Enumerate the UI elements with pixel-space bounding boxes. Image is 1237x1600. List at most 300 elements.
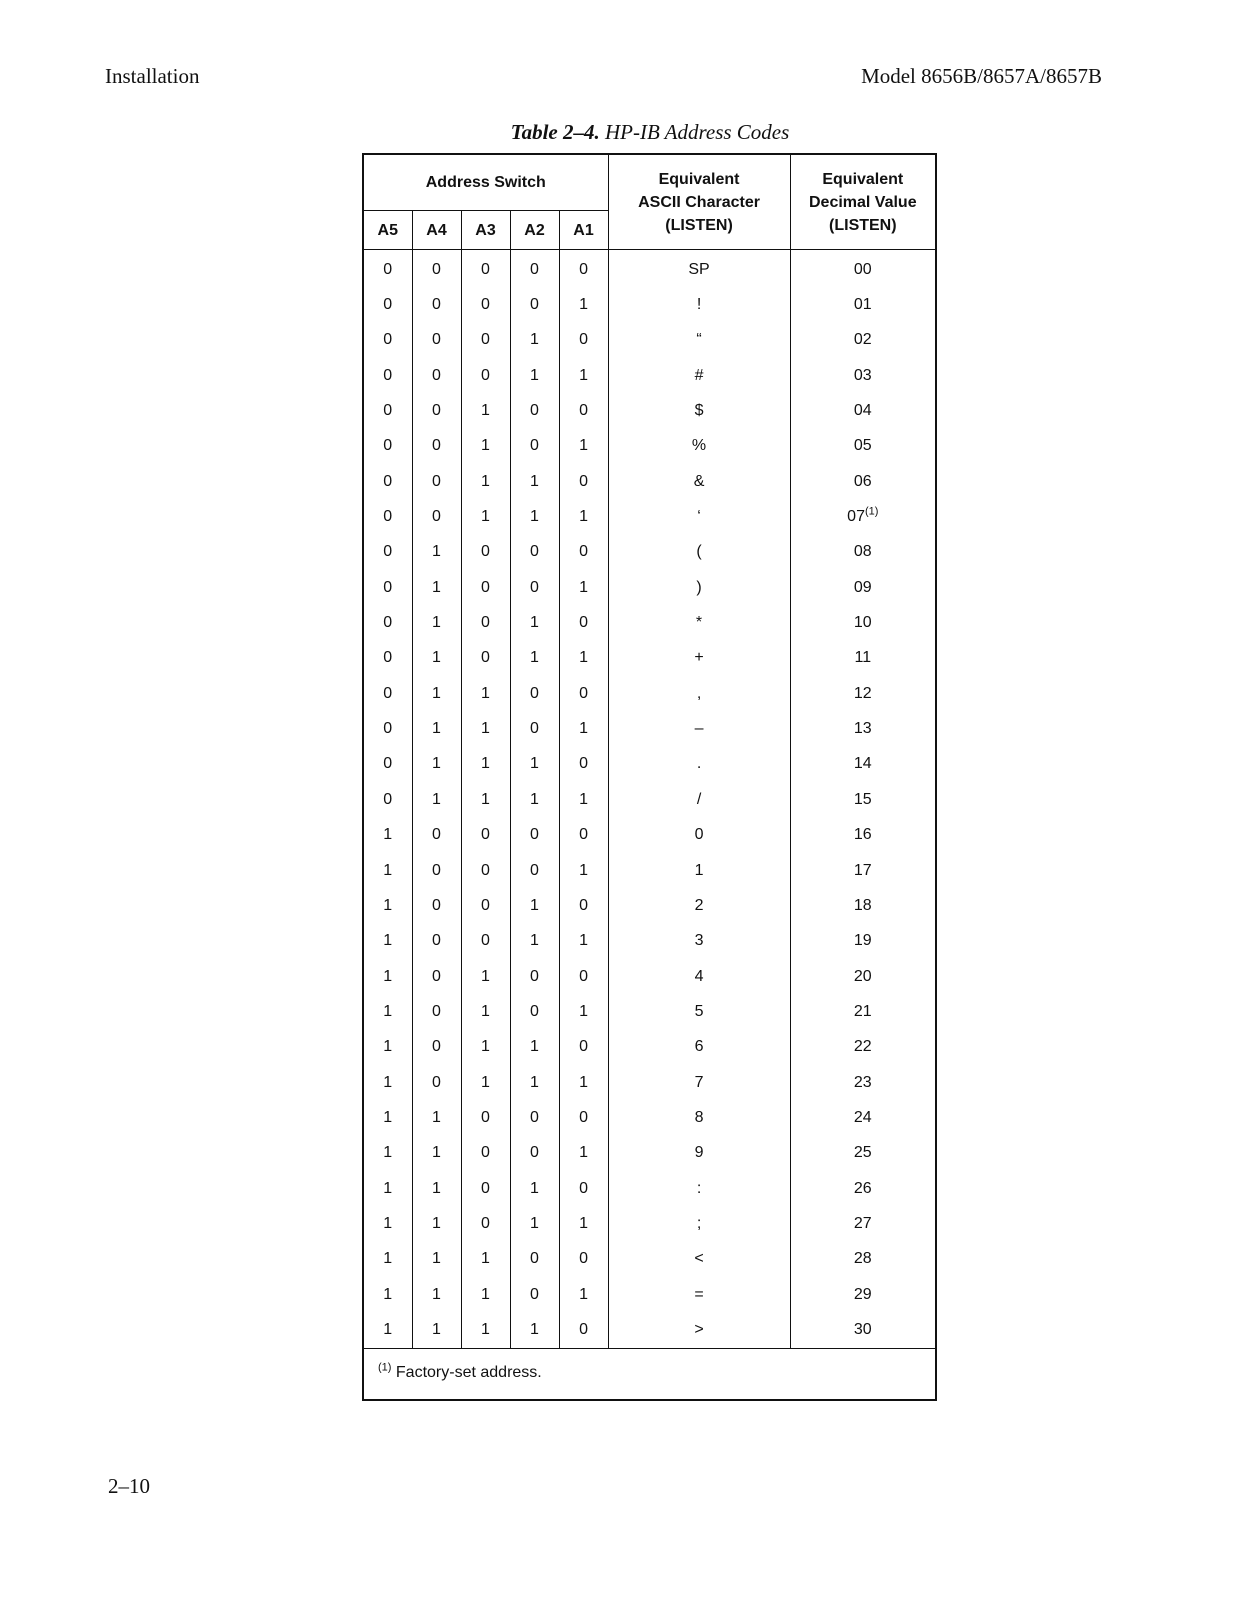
switch-bit-cell: 1 (461, 1277, 510, 1312)
table-row (363, 1242, 936, 1277)
ascii-cell: ‘ (608, 499, 790, 534)
switch-bit-cell: 1 (461, 782, 510, 817)
switch-bit-cell: 0 (510, 1136, 559, 1171)
switch-bit-cell: 0 (363, 641, 412, 676)
switch-bit-cell: 1 (412, 676, 461, 711)
decimal-value: 15 (853, 790, 872, 808)
table-row (363, 924, 936, 959)
decimal-value: 22 (853, 1038, 872, 1056)
ascii-cell: $ (608, 393, 790, 428)
switch-bit-cell: 1 (363, 924, 412, 959)
ascii-cell: 2 (608, 888, 790, 923)
switch-bit-cell: 1 (510, 358, 559, 393)
switch-column-header: A4 (412, 211, 461, 250)
ascii-cell: 7 (608, 1065, 790, 1100)
decimal-value: 14 (853, 755, 872, 773)
decimal-value: 01 (853, 296, 872, 314)
table-row (363, 888, 936, 923)
switch-bit-cell: 1 (559, 358, 608, 393)
switch-bit-cell: 1 (461, 429, 510, 464)
decimal-cell (790, 1206, 936, 1241)
switch-bit-cell: 0 (461, 250, 510, 288)
switch-bit-cell: 1 (412, 1312, 461, 1348)
ascii-cell: “ (608, 323, 790, 358)
switch-bit-cell: 1 (510, 888, 559, 923)
switch-bit-cell: 1 (510, 1171, 559, 1206)
decimal-cell (790, 605, 936, 640)
decimal-value: 07 (847, 508, 865, 526)
ascii-cell: SP (608, 250, 790, 288)
ascii-cell: 9 (608, 1136, 790, 1171)
decimal-value: 12 (853, 684, 872, 702)
switch-bit-cell: 0 (559, 747, 608, 782)
model-title: Model 8656B/8657A/8657B (861, 64, 1102, 88)
switch-bit-cell: 0 (412, 924, 461, 959)
switch-bit-cell: 0 (510, 570, 559, 605)
ascii-cell: / (608, 782, 790, 817)
switch-bit-cell: 0 (559, 605, 608, 640)
footnote-ref: (1) (864, 505, 879, 518)
switch-bit-cell: 0 (510, 393, 559, 428)
switch-bit-cell: 0 (461, 323, 510, 358)
table-row (363, 747, 936, 782)
ascii-cell: # (608, 358, 790, 393)
switch-bit-cell: 0 (510, 711, 559, 746)
switch-bit-cell: 1 (559, 570, 608, 605)
decimal-cell (790, 641, 936, 676)
table-row (363, 1030, 936, 1065)
switch-bit-cell: 1 (510, 1065, 559, 1100)
switch-bit-cell: 1 (461, 464, 510, 499)
ascii-cell: = (608, 1277, 790, 1312)
switch-bit-cell: 0 (510, 287, 559, 322)
decimal-value: 25 (853, 1144, 872, 1162)
table-row (363, 1100, 936, 1135)
switch-bit-cell: 0 (461, 1171, 510, 1206)
ascii-header-line-3: (LISTEN) (665, 216, 733, 234)
switch-column-header: A1 (559, 211, 608, 250)
decimal-value: 23 (853, 1073, 872, 1091)
decimal-value: 27 (853, 1214, 872, 1232)
switch-bit-cell: 0 (461, 1100, 510, 1135)
ascii-cell: * (608, 605, 790, 640)
switch-bit-cell: 0 (559, 1030, 608, 1065)
switch-bit-cell: 1 (559, 1136, 608, 1171)
decimal-value: 18 (853, 896, 872, 914)
decimal-cell (790, 994, 936, 1029)
switch-bit-cell: 1 (461, 1242, 510, 1277)
switch-bit-cell: 1 (412, 1136, 461, 1171)
switch-bit-cell: 1 (461, 1312, 510, 1348)
switch-bit-cell: 1 (559, 853, 608, 888)
ascii-cell: , (608, 676, 790, 711)
footnote-marker: (1) (378, 1361, 392, 1374)
decimal-value: 21 (853, 1002, 872, 1020)
switch-bit-cell: 0 (412, 358, 461, 393)
table-row (363, 323, 936, 358)
table-row (363, 641, 936, 676)
switch-bit-cell: 0 (559, 323, 608, 358)
switch-bit-cell: 1 (412, 782, 461, 817)
table-row (363, 1065, 936, 1100)
switch-bit-cell: 0 (412, 287, 461, 322)
switch-bit-cell: 1 (510, 1206, 559, 1241)
switch-bit-cell: 0 (559, 959, 608, 994)
switch-bit-cell: 1 (510, 641, 559, 676)
switch-bit-cell: 1 (559, 287, 608, 322)
switch-bit-cell: 0 (461, 535, 510, 570)
switch-bit-cell: 0 (363, 711, 412, 746)
switch-bit-cell: 1 (559, 994, 608, 1029)
decimal-cell (790, 782, 936, 817)
switch-bit-cell: 1 (461, 1030, 510, 1065)
decimal-cell (790, 1065, 936, 1100)
switch-bit-cell: 0 (412, 429, 461, 464)
ascii-header-line-2: ASCII Character (638, 193, 760, 211)
table-row (363, 429, 936, 464)
switch-bit-cell: 0 (559, 535, 608, 570)
switch-bit-cell: 1 (363, 1312, 412, 1348)
switch-bit-cell: 0 (363, 323, 412, 358)
switch-bit-cell: 0 (510, 853, 559, 888)
decimal-value: 10 (853, 614, 872, 632)
switch-bit-cell: 0 (363, 535, 412, 570)
switch-bit-cell: 0 (363, 287, 412, 322)
switch-bit-cell: 1 (363, 1206, 412, 1241)
decimal-cell (790, 747, 936, 782)
switch-bit-cell: 0 (559, 464, 608, 499)
decimal-header-line-3: (LISTEN) (829, 216, 897, 234)
decimal-cell (790, 464, 936, 499)
ascii-cell: ) (608, 570, 790, 605)
switch-bit-cell: 1 (510, 605, 559, 640)
switch-bit-cell: 1 (363, 1065, 412, 1100)
table-footnote (363, 1348, 936, 1400)
decimal-cell (790, 1136, 936, 1171)
switch-bit-cell: 1 (510, 1030, 559, 1065)
switch-bit-cell: 1 (412, 605, 461, 640)
switch-bit-cell: 1 (559, 711, 608, 746)
switch-bit-cell: 1 (363, 888, 412, 923)
section-title: Installation (105, 64, 200, 88)
switch-bit-cell: 0 (559, 1100, 608, 1135)
switch-column-header: A5 (363, 211, 412, 250)
address-codes-table (362, 153, 937, 1401)
decimal-value: 04 (853, 402, 872, 420)
switch-bit-cell: 1 (363, 853, 412, 888)
switch-bit-cell: 1 (510, 464, 559, 499)
decimal-cell (790, 853, 936, 888)
switch-bit-cell: 1 (363, 1136, 412, 1171)
ascii-cell: ! (608, 287, 790, 322)
table-row (363, 853, 936, 888)
decimal-cell (790, 1100, 936, 1135)
switch-bit-cell: 1 (461, 393, 510, 428)
switch-bit-cell: 0 (461, 570, 510, 605)
switch-bit-cell: 0 (559, 250, 608, 288)
ascii-cell: 1 (608, 853, 790, 888)
table-row (363, 570, 936, 605)
switch-bit-cell: 1 (559, 499, 608, 534)
decimal-cell (790, 888, 936, 923)
switch-bit-cell: 0 (363, 570, 412, 605)
decimal-value: 03 (853, 366, 872, 384)
ascii-cell: – (608, 711, 790, 746)
switch-bit-cell: 0 (461, 853, 510, 888)
decimal-header-line-2: Decimal Value (808, 193, 917, 211)
switch-bit-cell: 0 (461, 358, 510, 393)
decimal-cell (790, 1171, 936, 1206)
switch-bit-cell: 0 (461, 1206, 510, 1241)
switch-bit-cell: 1 (363, 959, 412, 994)
switch-bit-cell: 0 (363, 393, 412, 428)
decimal-cell (790, 959, 936, 994)
switch-bit-cell: 1 (363, 1171, 412, 1206)
address-switch-header: Address Switch (363, 154, 608, 211)
ascii-cell: : (608, 1171, 790, 1206)
switch-bit-cell: 0 (559, 1312, 608, 1348)
table-row (363, 464, 936, 499)
switch-bit-cell: 0 (412, 818, 461, 853)
ascii-header-line-1: Equivalent (658, 170, 740, 188)
table-row (363, 605, 936, 640)
switch-bit-cell: 1 (412, 641, 461, 676)
table-row (363, 994, 936, 1029)
ascii-cell: 8 (608, 1100, 790, 1135)
table-row (363, 535, 936, 570)
switch-bit-cell: 1 (363, 1277, 412, 1312)
ascii-column-header (608, 154, 790, 250)
switch-bit-cell: 1 (510, 1312, 559, 1348)
switch-bit-cell: 1 (559, 1206, 608, 1241)
switch-bit-cell: 0 (461, 818, 510, 853)
switch-bit-cell: 0 (412, 1030, 461, 1065)
switch-bit-cell: 0 (363, 429, 412, 464)
switch-bit-cell: 1 (363, 818, 412, 853)
decimal-cell (790, 535, 936, 570)
table-row (363, 499, 936, 534)
decimal-cell (790, 323, 936, 358)
switch-bit-cell: 0 (412, 250, 461, 288)
switch-bit-cell: 1 (412, 1242, 461, 1277)
switch-bit-cell: 0 (461, 287, 510, 322)
decimal-cell (790, 924, 936, 959)
switch-bit-cell: 0 (412, 994, 461, 1029)
ascii-cell: ; (608, 1206, 790, 1241)
switch-bit-cell: 1 (559, 924, 608, 959)
ascii-cell: < (608, 1242, 790, 1277)
switch-bit-cell: 0 (510, 1277, 559, 1312)
switch-column-header: A2 (510, 211, 559, 250)
ascii-cell: 0 (608, 818, 790, 853)
switch-bit-cell: 0 (559, 393, 608, 428)
ascii-cell: 4 (608, 959, 790, 994)
ascii-cell: % (608, 429, 790, 464)
decimal-value: 26 (853, 1179, 872, 1197)
switch-bit-cell: 1 (412, 570, 461, 605)
decimal-cell (790, 676, 936, 711)
table-row (363, 818, 936, 853)
decimal-value: 05 (853, 437, 872, 455)
switch-bit-cell: 0 (510, 250, 559, 288)
table-row (363, 393, 936, 428)
page-number: 2–10 (108, 1474, 150, 1498)
decimal-cell (790, 1242, 936, 1277)
switch-bit-cell: 0 (510, 994, 559, 1029)
switch-bit-cell: 0 (363, 747, 412, 782)
switch-bit-cell: 1 (461, 1065, 510, 1100)
switch-bit-cell: 0 (461, 888, 510, 923)
switch-bit-cell: 1 (412, 711, 461, 746)
table-row (363, 1171, 936, 1206)
decimal-cell (790, 429, 936, 464)
switch-bit-cell: 1 (510, 323, 559, 358)
switch-bit-cell: 1 (559, 1277, 608, 1312)
switch-bit-cell: 0 (363, 499, 412, 534)
decimal-cell (790, 818, 936, 853)
switch-bit-cell: 0 (363, 782, 412, 817)
decimal-value: 11 (854, 649, 872, 667)
decimal-cell (790, 499, 936, 534)
table-caption (360, 120, 940, 145)
table-row (363, 676, 936, 711)
table-row (363, 250, 936, 288)
switch-column-header: A3 (461, 211, 510, 250)
table-row (363, 1277, 936, 1312)
switch-bit-cell: 0 (510, 1242, 559, 1277)
switch-bit-cell: 0 (461, 605, 510, 640)
switch-bit-cell: 0 (510, 429, 559, 464)
ascii-cell: 6 (608, 1030, 790, 1065)
switch-bit-cell: 0 (461, 641, 510, 676)
decimal-cell (790, 1312, 936, 1348)
decimal-value: 17 (853, 861, 872, 879)
table-row (363, 959, 936, 994)
decimal-cell (790, 570, 936, 605)
table-row (363, 287, 936, 322)
switch-bit-cell: 1 (412, 1171, 461, 1206)
decimal-cell (790, 711, 936, 746)
decimal-header-line-1: Equivalent (822, 170, 904, 188)
switch-bit-cell: 1 (412, 535, 461, 570)
switch-bit-cell: 1 (412, 1206, 461, 1241)
table-row (363, 782, 936, 817)
switch-bit-cell: 1 (412, 1277, 461, 1312)
switch-bit-cell: 0 (412, 323, 461, 358)
switch-bit-cell: 0 (363, 605, 412, 640)
decimal-value: 20 (853, 967, 872, 985)
switch-bit-cell: 1 (363, 1100, 412, 1135)
switch-bit-cell: 1 (461, 994, 510, 1029)
ascii-cell: 3 (608, 924, 790, 959)
table-caption-label: Table 2–4. (510, 120, 600, 144)
switch-bit-cell: 1 (363, 1030, 412, 1065)
decimal-column-header (790, 154, 936, 250)
switch-bit-cell: 0 (510, 818, 559, 853)
decimal-cell (790, 250, 936, 288)
switch-bit-cell: 0 (510, 676, 559, 711)
switch-bit-cell: 0 (363, 250, 412, 288)
switch-bit-cell: 0 (559, 1171, 608, 1206)
decimal-value: 16 (853, 826, 872, 844)
table-row (363, 1136, 936, 1171)
switch-bit-cell: 1 (510, 782, 559, 817)
switch-bit-cell: 1 (510, 924, 559, 959)
switch-bit-cell: 1 (510, 747, 559, 782)
switch-bit-cell: 1 (559, 429, 608, 464)
switch-bit-cell: 1 (510, 499, 559, 534)
decimal-value: 06 (853, 472, 872, 490)
table-row (363, 711, 936, 746)
decimal-value: 28 (853, 1250, 872, 1268)
switch-bit-cell: 1 (412, 747, 461, 782)
switch-bit-cell: 1 (559, 782, 608, 817)
table-caption-title: HP-IB Address Codes (604, 120, 790, 144)
switch-bit-cell: 0 (510, 1100, 559, 1135)
switch-bit-cell: 0 (559, 1242, 608, 1277)
switch-bit-cell: 0 (412, 853, 461, 888)
decimal-value: 30 (853, 1320, 872, 1338)
footnote-text: Factory-set address. (395, 1363, 542, 1381)
switch-bit-cell: 0 (559, 676, 608, 711)
ascii-cell: & (608, 464, 790, 499)
switch-bit-cell: 1 (461, 747, 510, 782)
ascii-cell: ( (608, 535, 790, 570)
switch-bit-cell: 1 (559, 1065, 608, 1100)
switch-bit-cell: 0 (412, 959, 461, 994)
switch-bit-cell: 1 (461, 959, 510, 994)
switch-bit-cell: 1 (461, 499, 510, 534)
switch-bit-cell: 0 (412, 499, 461, 534)
switch-bit-cell: 0 (510, 535, 559, 570)
switch-bit-cell: 0 (559, 888, 608, 923)
switch-bit-cell: 1 (412, 1100, 461, 1135)
ascii-cell: . (608, 747, 790, 782)
switch-bit-cell: 0 (412, 464, 461, 499)
switch-bit-cell: 0 (412, 888, 461, 923)
ascii-cell: 5 (608, 994, 790, 1029)
decimal-cell (790, 287, 936, 322)
switch-bit-cell: 0 (363, 676, 412, 711)
switch-bit-cell: 0 (510, 959, 559, 994)
switch-bit-cell: 1 (559, 641, 608, 676)
table-row (363, 358, 936, 393)
switch-bit-cell: 0 (412, 1065, 461, 1100)
switch-bit-cell: 0 (363, 358, 412, 393)
decimal-value: 13 (853, 720, 872, 738)
switch-bit-cell: 1 (461, 676, 510, 711)
table-body (363, 250, 936, 1349)
table-row (363, 1312, 936, 1348)
ascii-cell: + (608, 641, 790, 676)
decimal-value: 29 (853, 1285, 872, 1303)
decimal-value: 08 (853, 543, 872, 561)
decimal-cell (790, 1277, 936, 1312)
switch-bit-cell: 1 (363, 1242, 412, 1277)
decimal-value: 00 (853, 260, 872, 278)
decimal-cell (790, 1030, 936, 1065)
decimal-value: 09 (853, 578, 872, 596)
switch-bit-cell: 1 (461, 711, 510, 746)
ascii-cell: > (608, 1312, 790, 1348)
switch-bit-cell: 0 (412, 393, 461, 428)
switch-bit-cell: 0 (559, 818, 608, 853)
switch-bit-cell: 0 (363, 464, 412, 499)
decimal-value: 24 (853, 1108, 872, 1126)
decimal-cell (790, 358, 936, 393)
decimal-value: 02 (853, 331, 872, 349)
switch-bit-cell: 1 (363, 994, 412, 1029)
